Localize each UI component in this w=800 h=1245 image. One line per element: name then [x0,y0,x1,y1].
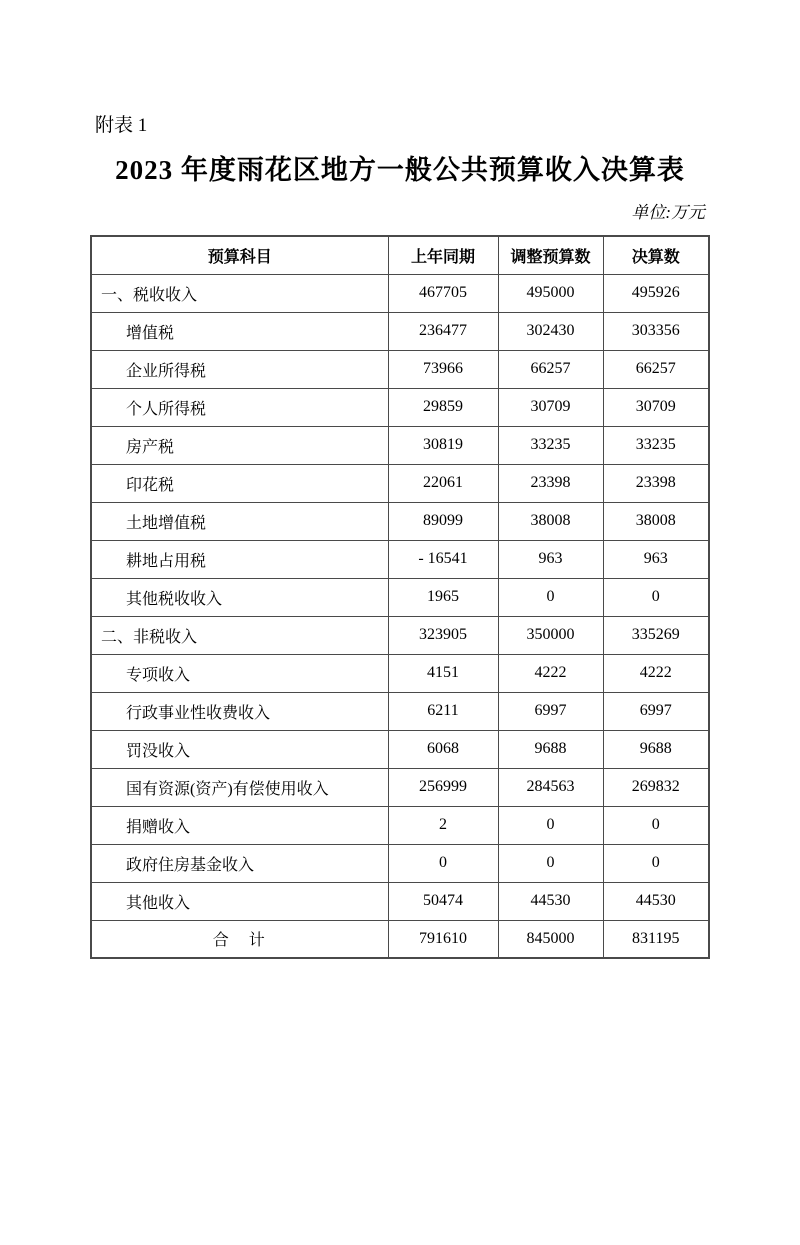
budget-table [90,235,710,959]
row-value: 66257 [498,350,603,388]
table-row [91,312,709,350]
row-value: 269832 [603,768,709,806]
table-row [91,274,709,312]
row-value: 335269 [603,616,709,654]
row-subject: 其他税收收入 [91,578,388,616]
table-row [91,350,709,388]
table-row [91,692,709,730]
row-subject: 增值税 [91,312,388,350]
table-row [91,502,709,540]
row-value: 323905 [388,616,498,654]
row-subject: 罚没收入 [91,730,388,768]
row-subject: 房产税 [91,426,388,464]
row-value: 33235 [498,426,603,464]
table-row [91,578,709,616]
row-value: 6211 [388,692,498,730]
row-value: 30709 [498,388,603,426]
row-value: 350000 [498,616,603,654]
table-row [91,730,709,768]
row-subject: 二、非税收入 [91,616,388,654]
row-value: 1965 [388,578,498,616]
row-value: 236477 [388,312,498,350]
row-value: 6997 [603,692,709,730]
row-value: 4222 [603,654,709,692]
col-header-subject: 预算科目 [91,236,388,274]
row-value: 30819 [388,426,498,464]
table-row [91,616,709,654]
unit-label: 单位:万元 [631,203,705,223]
table-row [91,654,709,692]
table-row [91,540,709,578]
row-value: 0 [498,844,603,882]
row-value: 44530 [498,882,603,920]
table-body [91,274,709,958]
table-row [91,388,709,426]
row-value: 831195 [603,920,709,958]
row-subject: 合 计 [91,920,388,958]
attachment-label: 附表 1 [95,115,148,136]
row-value: 0 [603,844,709,882]
row-value: 73966 [388,350,498,388]
page-title: 2023 年度雨花区地方一般公共预算收入决算表 [115,154,685,185]
document-page [0,114,800,1245]
col-header-prev-year: 上年同期 [388,236,498,274]
col-header-adjusted-budget: 调整预算数 [498,236,603,274]
row-value: 23398 [603,464,709,502]
row-value: 303356 [603,312,709,350]
row-value: 33235 [603,426,709,464]
row-value: 0 [388,844,498,882]
row-subject: 其他收入 [91,882,388,920]
table-row [91,426,709,464]
row-value: - 16541 [388,540,498,578]
row-value: 4151 [388,654,498,692]
row-subject: 国有资源(资产)有偿使用收入 [91,768,388,806]
row-subject: 印花税 [91,464,388,502]
row-value: 495926 [603,274,709,312]
row-value: 89099 [388,502,498,540]
row-subject: 一、税收收入 [91,274,388,312]
row-value: 4222 [498,654,603,692]
row-value: 0 [498,578,603,616]
row-value: 22061 [388,464,498,502]
row-value: 467705 [388,274,498,312]
row-subject: 土地增值税 [91,502,388,540]
table-row [91,464,709,502]
row-value: 23398 [498,464,603,502]
row-subject: 行政事业性收费收入 [91,692,388,730]
row-subject: 政府住房基金收入 [91,844,388,882]
row-value: 30709 [603,388,709,426]
row-value: 0 [603,578,709,616]
table-header-row [91,236,709,274]
row-value: 6997 [498,692,603,730]
row-value: 29859 [388,388,498,426]
row-value: 9688 [498,730,603,768]
row-value: 302430 [498,312,603,350]
row-value: 66257 [603,350,709,388]
table-row [91,768,709,806]
row-value: 845000 [498,920,603,958]
col-header-final-accounts: 决算数 [603,236,709,274]
row-subject: 企业所得税 [91,350,388,388]
row-value: 2 [388,806,498,844]
row-value: 963 [498,540,603,578]
row-value: 38008 [603,502,709,540]
row-value: 38008 [498,502,603,540]
table-row [91,844,709,882]
table-total-row [91,920,709,958]
row-value: 44530 [603,882,709,920]
row-subject: 专项收入 [91,654,388,692]
row-value: 0 [603,806,709,844]
row-value: 791610 [388,920,498,958]
row-value: 6068 [388,730,498,768]
row-value: 284563 [498,768,603,806]
row-subject: 捐赠收入 [91,806,388,844]
row-value: 0 [498,806,603,844]
row-subject: 个人所得税 [91,388,388,426]
row-value: 50474 [388,882,498,920]
row-subject: 耕地占用税 [91,540,388,578]
table-row [91,882,709,920]
row-value: 495000 [498,274,603,312]
table-row [91,806,709,844]
row-value: 9688 [603,730,709,768]
row-value: 963 [603,540,709,578]
row-value: 256999 [388,768,498,806]
